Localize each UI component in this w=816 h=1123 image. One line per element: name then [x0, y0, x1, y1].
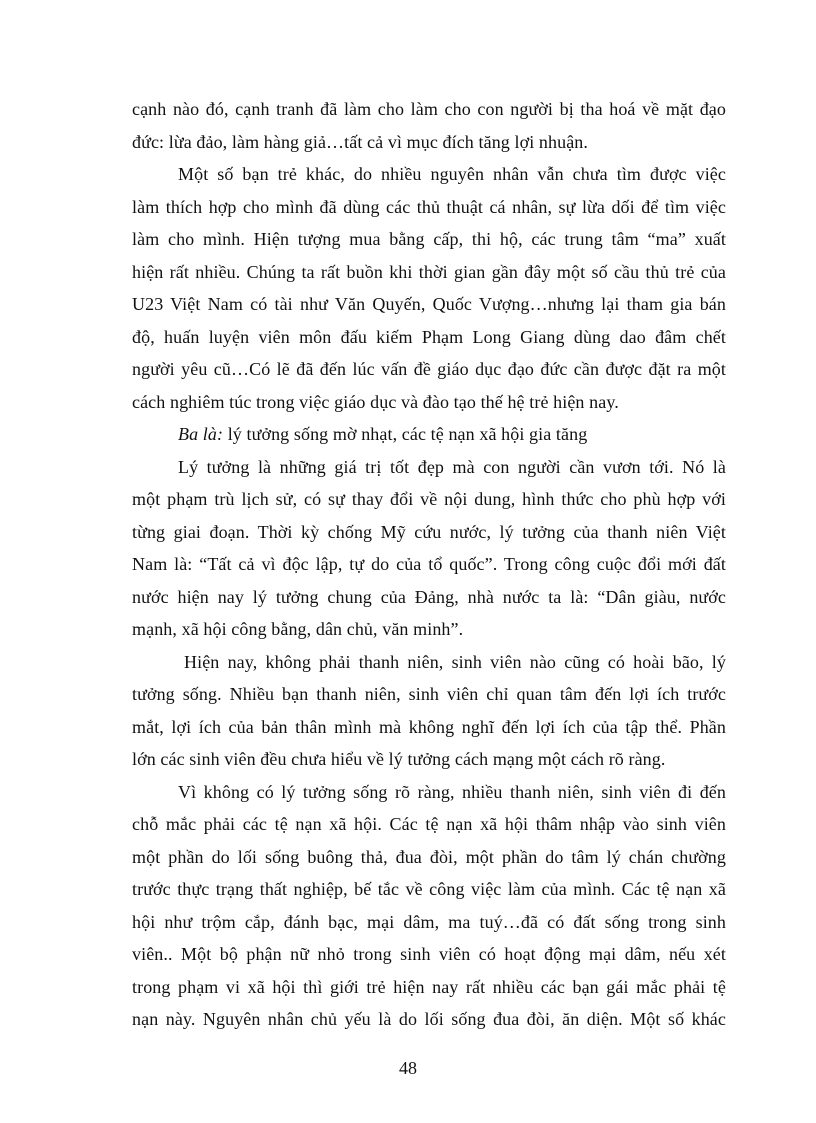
text-line: viên.. Một bộ phận nữ nhỏ trong sinh viên có hoạt động mại dâm, nếu xét [132, 944, 726, 964]
text-line: Hiện nay, không phải thanh niên, sinh viên nào cũng có hoài bão, lý [184, 651, 726, 672]
text-line: tưởng sống. Nhiều bạn thanh niên, sinh viên chỉ quan tâm đến lợi ích trước [132, 684, 726, 704]
text-line: làm cho mình. Hiện tượng mua bằng cấp, thi hộ, các trung tâm “ma” xuất [132, 229, 726, 249]
section-heading-text: lý tưởng sống mờ nhạt, các tệ nạn xã hội gia tăng [227, 424, 588, 444]
section-lead: Ba là: [178, 424, 224, 444]
text-line: trong phạm vi xã hội thì giới trẻ hiện nay rất nhiều các bạn gái mắc phải tệ [132, 976, 726, 997]
text-line: hiện rất nhiều. Chúng ta rất buồn khi thời gian gần đây một số cầu thủ trẻ của [132, 261, 726, 282]
text-line: người yêu cũ…Có lẽ đã đến lúc vấn đề giáo dục đạo đức cần được đặt ra một [132, 359, 726, 379]
text-line: độ, huấn luyện viên môn đấu kiếm Phạm Long Giang dùng dao đâm chết [132, 326, 726, 347]
text-line: một phần do lối sống buông thả, đua đòi, một phần do tâm lý chán chường [132, 846, 726, 867]
text-line: nước hiện nay lý tưởng chung của Đảng, nhà nước ta là: “Dân giàu, nước [132, 586, 726, 607]
text-line: U23 Việt Nam có tài như Văn Quyến, Quốc Vượng…nhưng lại tham gia bán [132, 294, 726, 314]
text-line: mắt, lợi ích của bản thân mình mà không nghĩ đến lợi ích của tập thể. Phần [132, 716, 726, 737]
text-line: cạnh nào đó, cạnh tranh đã làm cho làm cho con người bị tha hoá về mặt đạo [132, 99, 726, 119]
text-line: một phạm trù lịch sử, có sự thay đổi về nội dung, hình thức cho phù hợp với [132, 489, 726, 509]
text-line: Lý tưởng là những giá trị tốt đẹp mà con người cần vươn tới. Nó là [178, 456, 726, 477]
text-line: Một số bạn trẻ khác, do nhiều nguyên nhân vẫn chưa tìm được việc [178, 164, 726, 184]
text-line: cách nghiêm túc trong việc giáo dục và đào tạo thế hệ trẻ hiện nay. [132, 391, 619, 412]
text-line: Vì không có lý tưởng sống rõ ràng, nhiều thanh niên, sinh viên đi đến [178, 781, 726, 802]
document-body [132, 93, 726, 1036]
text-line: đức: lừa đảo, làm hàng giả…tất cả vì mục đích tăng lợi nhuận. [132, 131, 589, 152]
text-line: làm thích hợp cho mình đã dùng các thủ thuật cá nhân, sự lừa dối để tìm việc [132, 196, 726, 217]
text-line: chỗ mắc phải các tệ nạn xã hội. Các tệ nạn xã hội thâm nhập vào sinh viên [132, 814, 726, 834]
section-heading-line [132, 418, 726, 451]
text-line: Nam là: “Tất cả vì độc lập, tự do của tổ quốc”. Trong công cuộc đổi mới đất [132, 554, 726, 574]
text-line: từng giai đoạn. Thời kỳ chống Mỹ cứu nước, lý tưởng của thanh niên Việt [132, 521, 726, 542]
text-line: mạnh, xã hội công bằng, dân chủ, văn minh”. [132, 619, 464, 639]
page-number: 48 [399, 1058, 417, 1078]
text-line: nạn này. Nguyên nhân chủ yếu là do lối sống đua đòi, ăn diện. Một số khác [132, 1009, 726, 1029]
text-line: lớn các sinh viên đều chưa hiểu về lý tưởng cách mạng một cách rõ ràng. [132, 749, 666, 769]
text-line: trước thực trạng thất nghiệp, bế tắc về công việc làm của mình. Các tệ nạn xã [132, 879, 726, 899]
text-line: hội như trộm cắp, đánh bạc, mại dâm, ma tuý…đã có đất sống trong sinh [132, 911, 726, 932]
